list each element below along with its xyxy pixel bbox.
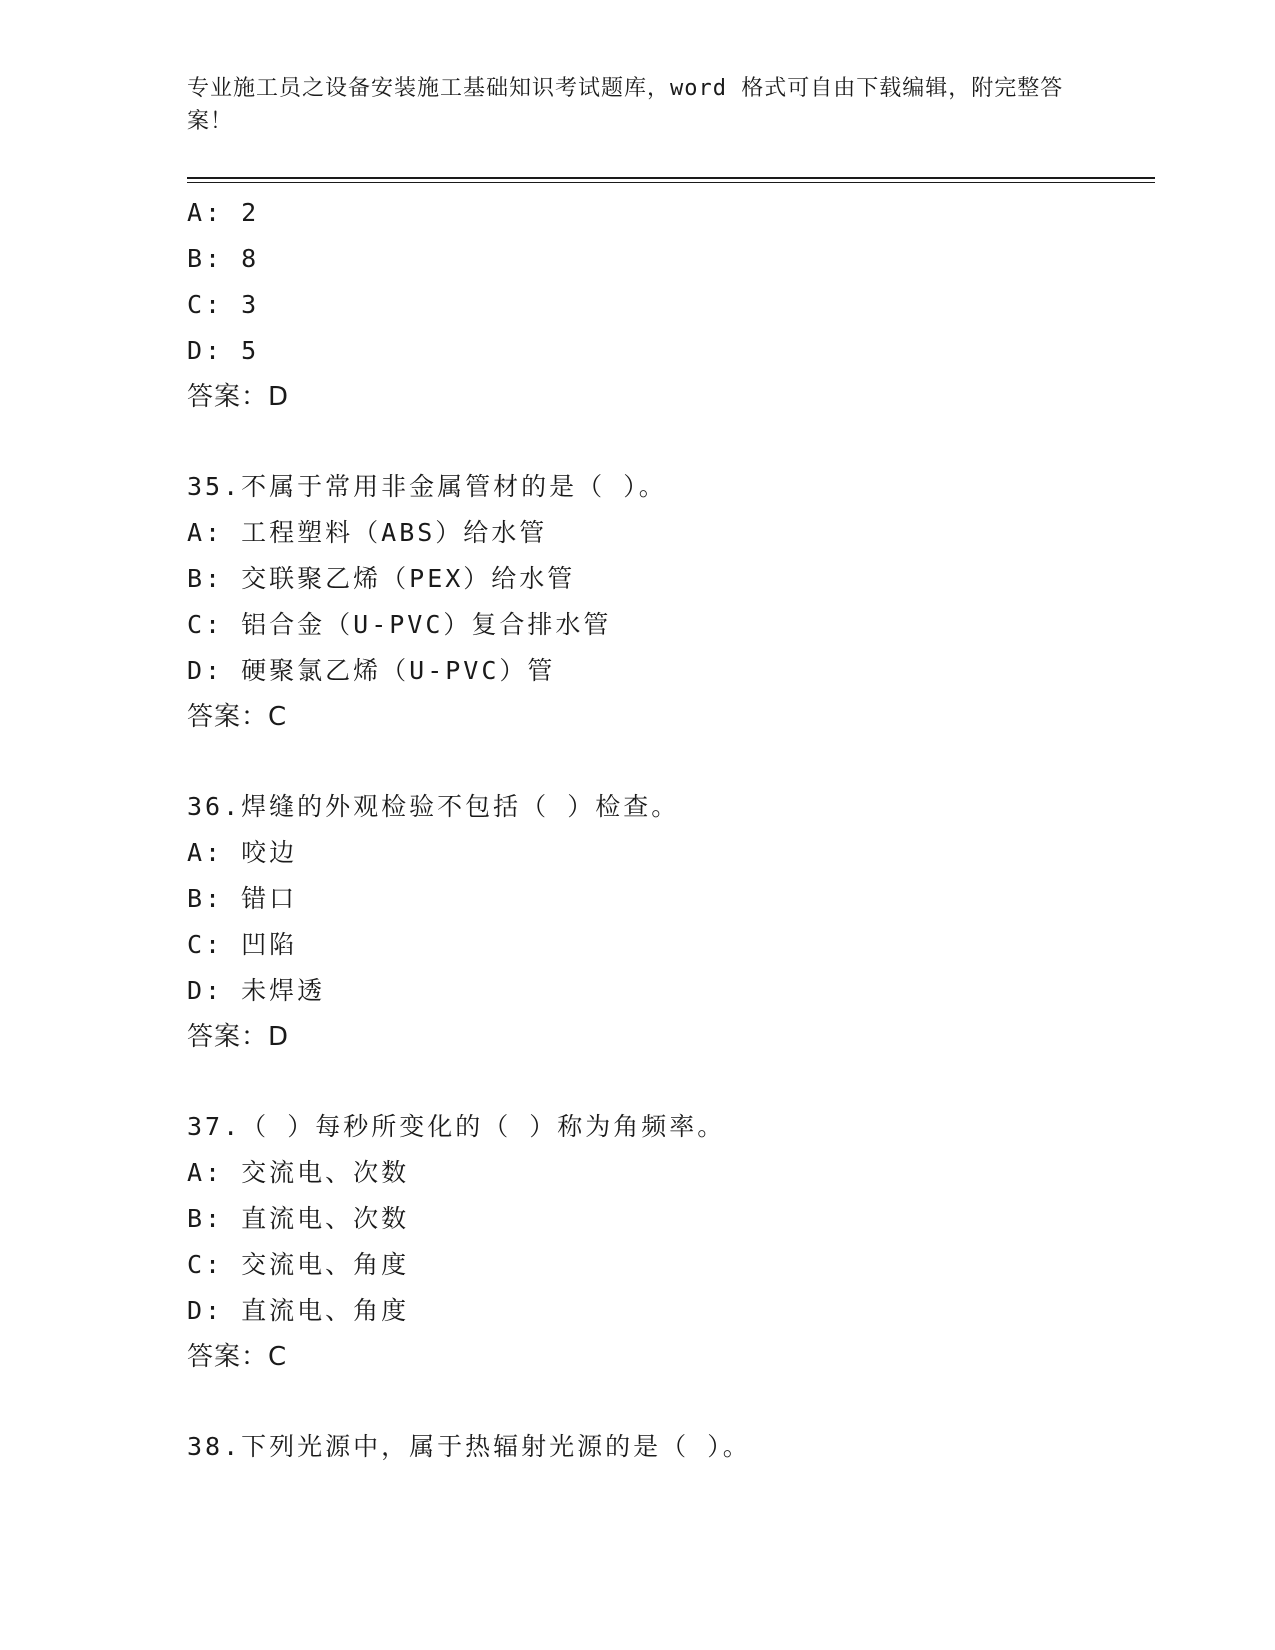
question-36: [187, 784, 1155, 1060]
question-stem: 36.焊缝的外观检验不包括（ ）检查。: [187, 792, 680, 821]
option-d: D: 直流电、角度: [187, 1296, 410, 1325]
question-38: [187, 1424, 1155, 1470]
question-stem: 38.下列光源中，属于热辐射光源的是（ ）。: [187, 1432, 751, 1461]
option-b: B: 错口: [187, 884, 298, 913]
question-34-continued: [187, 190, 1155, 420]
question-stem: 35.不属于常用非金属管材的是（ ）。: [187, 472, 667, 501]
header-rule-thick: [187, 177, 1155, 179]
option-a: A: 交流电、次数: [187, 1158, 410, 1187]
answer: 答案：D: [187, 1022, 290, 1052]
option-d: D: 5: [187, 336, 260, 365]
option-b: B: 8: [187, 244, 260, 273]
answer: 答案：C: [187, 1342, 288, 1372]
option-a: A: 咬边: [187, 838, 298, 867]
option-c: C: 交流电、角度: [187, 1250, 410, 1279]
document-header: 专业施工员之设备安装施工基础知识考试题库，word 格式可自由下载编辑，附完整答案！: [187, 76, 1064, 134]
option-b: B: 直流电、次数: [187, 1204, 410, 1233]
question-stem: 37.（ ）每秒所变化的（ ）称为角频率。: [187, 1112, 726, 1141]
option-c: C: 凹陷: [187, 930, 298, 959]
option-a: A: 2: [187, 198, 260, 227]
option-d: D: 未焊透: [187, 976, 326, 1005]
option-a: A: 工程塑料（ABS）给水管: [187, 518, 548, 547]
header-rule-thin: [187, 182, 1155, 183]
question-list: [187, 190, 1155, 1470]
answer: 答案：D: [187, 382, 290, 412]
question-35: [187, 464, 1155, 740]
option-b: B: 交联聚乙烯（PEX）给水管: [187, 564, 576, 593]
option-c: C: 铝合金（U-PVC）复合排水管: [187, 610, 612, 639]
option-c: C: 3: [187, 290, 260, 319]
question-37: [187, 1104, 1155, 1380]
option-d: D: 硬聚氯乙烯（U-PVC）管: [187, 656, 556, 685]
answer: 答案：C: [187, 702, 288, 732]
